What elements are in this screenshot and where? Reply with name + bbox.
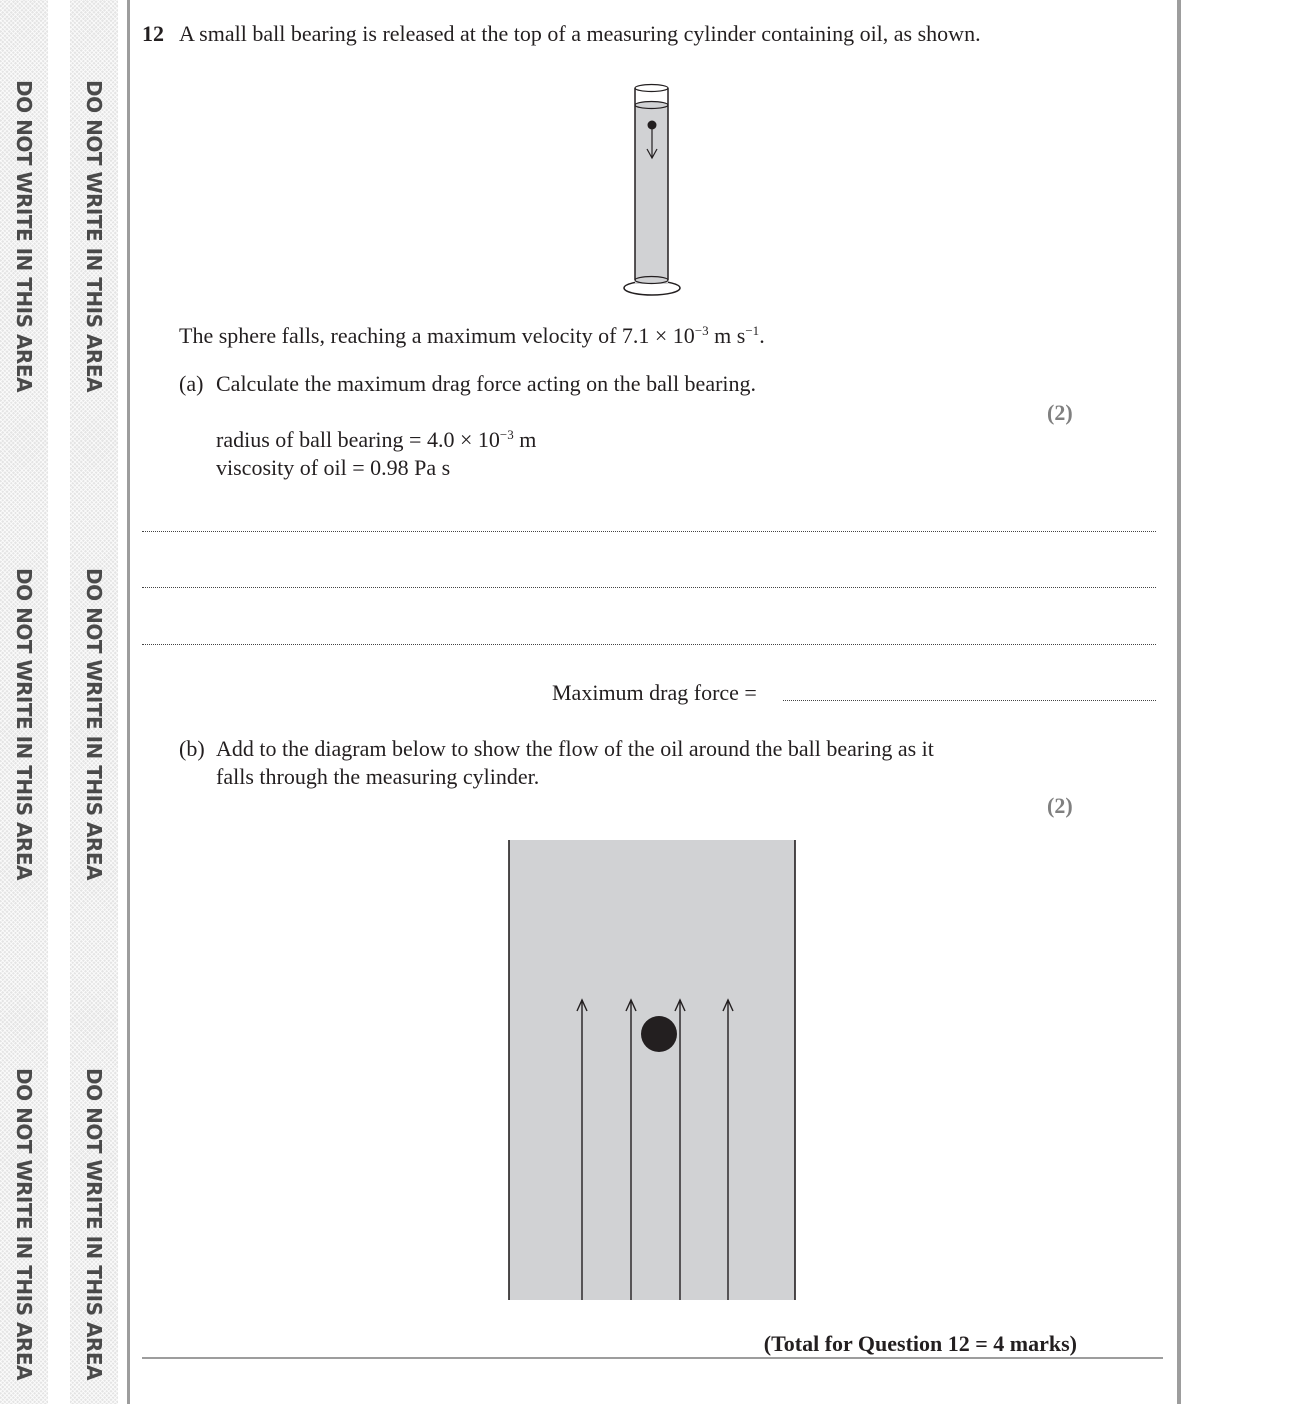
left-margin-rule bbox=[127, 0, 130, 1404]
question-number: 12 bbox=[142, 21, 164, 46]
part-b-prompt-line-1: Add to the diagram below to show the flow of the oil around the ball bearing as it bbox=[216, 736, 934, 761]
viscosity-data: viscosity of oil = 0.98 Pa s bbox=[216, 455, 451, 480]
part-a-marks: (2) bbox=[1047, 400, 1073, 425]
intro-sentence: The sphere falls, reaching a maximum velocity of $7.1 \times 10^{-3}$ m $s^{-1}$. bbox=[179, 323, 765, 348]
small-ball-bearing bbox=[648, 121, 657, 130]
answer-line[interactable] bbox=[142, 587, 1156, 588]
oil-surface bbox=[635, 102, 668, 109]
radius-data: radius of ball bearing = $4.0 \times 10^{-3}$ m bbox=[216, 427, 537, 452]
margin-warning: DO NOT WRITE IN THIS AREA bbox=[12, 80, 36, 392]
answer-line[interactable] bbox=[142, 644, 1156, 645]
margin-warning: DO NOT WRITE IN THIS AREA bbox=[12, 1068, 36, 1380]
margin-warning: DO NOT WRITE IN THIS AREA bbox=[82, 1068, 106, 1380]
margin-warning: DO NOT WRITE IN THIS AREA bbox=[82, 568, 106, 880]
flow-diagram[interactable] bbox=[506, 838, 798, 1304]
part-b-label: (b) bbox=[179, 736, 205, 761]
right-margin-rule bbox=[1177, 0, 1181, 1404]
part-b-marks: (2) bbox=[1047, 793, 1073, 818]
measuring-cylinder-diagram bbox=[618, 82, 688, 298]
ball-bearing bbox=[641, 1016, 677, 1052]
answer-line[interactable] bbox=[142, 531, 1156, 532]
cylinder-top-rim bbox=[635, 85, 668, 92]
margin-warning: DO NOT WRITE IN THIS AREA bbox=[12, 568, 36, 880]
margin-warning: DO NOT WRITE IN THIS AREA bbox=[82, 80, 106, 392]
question-total: (Total for Question 12 = 4 marks) bbox=[763, 1331, 1077, 1356]
part-a-prompt: Calculate the maximum drag force acting on the ball bearing. bbox=[216, 371, 757, 396]
answer-label: Maximum drag force = bbox=[552, 680, 757, 705]
question-stem: A small ball bearing is released at the top of a measuring cylinder containing oil, as shown. bbox=[179, 21, 981, 46]
part-a-label: (a) bbox=[179, 371, 204, 396]
part-b-prompt-line-2: falls through the measuring cylinder. bbox=[216, 764, 540, 789]
final-answer-line[interactable] bbox=[783, 700, 1156, 701]
bottom-rule bbox=[142, 1357, 1163, 1359]
cylinder-bottom bbox=[635, 277, 668, 284]
oil-column bbox=[509, 840, 795, 1300]
